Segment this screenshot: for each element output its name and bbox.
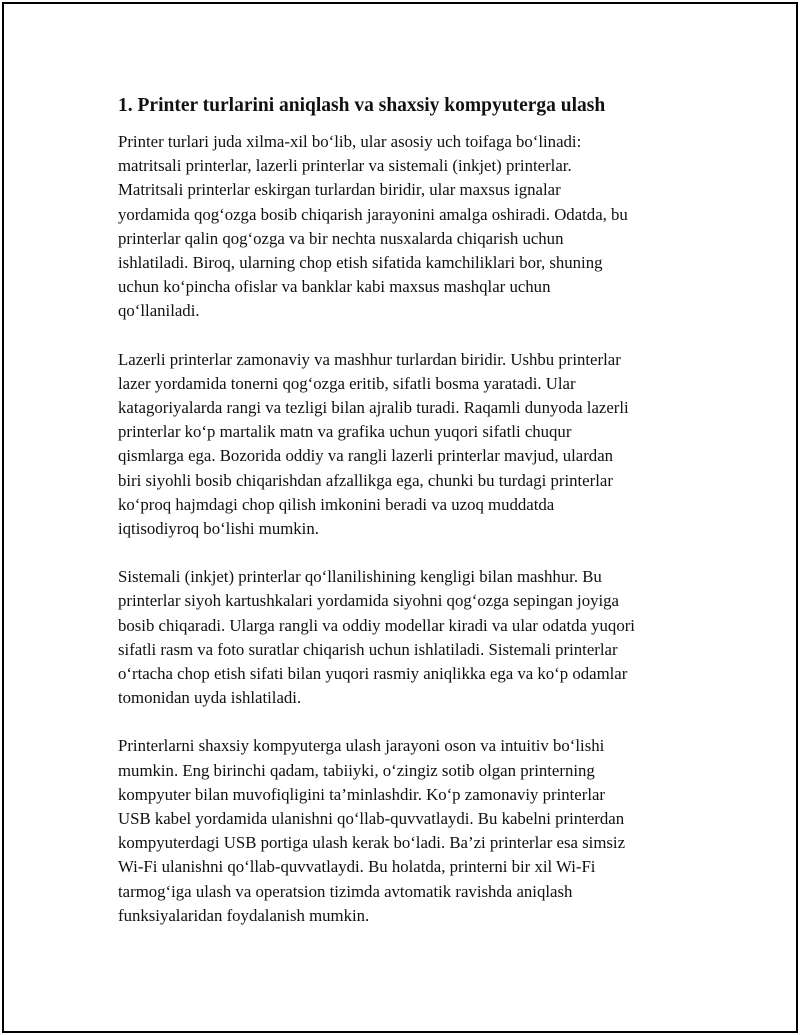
text-line: printerlar qalin qog‘ozga va bir nechta nusxalarda chiqarish uchun xyxy=(118,228,564,248)
text-line: mumkin. Eng birinchi qadam, tabiiyki, o‘zingiz sotib olgan printerning xyxy=(118,760,595,780)
text-line: matritsali printerlar, lazerli printerlar va sistemali (inkjet) printerlar. xyxy=(118,156,572,176)
paragraph-laser-printers xyxy=(118,348,678,542)
text-line: sifatli rasm va foto suratlar chiqarish uchun ishlatiladi. Sistemali printerlar xyxy=(118,639,618,659)
text-line: ishlatiladi. Biroq, ularning chop etish sifatida kamchiliklari bor, shuning xyxy=(118,253,603,273)
text-line: uchun ko‘pincha ofislar va banklar kabi maxsus mashqlar uchun xyxy=(118,277,551,297)
text-line: Sistemali (inkjet) printerlar qo‘llanilishining kengligi bilan mashhur. Bu xyxy=(118,567,602,587)
section-heading: 1. Printer turlarini aniqlash va shaxsiy kompyuterga ulash xyxy=(118,95,606,116)
text-line: katagoriyalarda rangi va tezligi bilan ajralib turadi. Raqamli dunyoda lazerli xyxy=(118,398,629,418)
text-line: kompyuter bilan muvofiqligini ta’minlashdir. Ko‘p zamonaviy printerlar xyxy=(118,784,606,804)
text-line: kompyuterdagi USB portiga ulash kerak bo‘ladi. Ba’zi printerlar esa simsiz xyxy=(118,833,626,853)
text-line: qismlarga ega. Bozorida oddiy va rangli lazerli printerlar mavjud, ulardan xyxy=(118,446,614,466)
text-line: Matritsali printerlar eskirgan turlardan biridir, ular maxsus ignalar xyxy=(118,180,561,200)
text-line: tomonidan uyda ishlatiladi. xyxy=(118,688,302,708)
text-line: printerlar siyoh kartushkalari yordamida siyohni qog‘ozga sepingan joyiga xyxy=(118,591,619,611)
text-line: lazer yordamida tonerni qog‘ozga eritib, sifatli bosma yaratadi. Ular xyxy=(118,373,576,393)
text-line: ko‘proq hajmdagi chop qilish imkonini beradi va uzoq muddatda xyxy=(118,494,555,514)
paragraph-printer-types xyxy=(118,130,678,324)
text-line: Lazerli printerlar zamonaviy va mashhur turlardan biridir. Ushbu printerlar xyxy=(118,349,621,369)
text-line: yordamida qog‘ozga bosib chiqarish jarayonini amalga oshiradi. Odatda, bu xyxy=(118,204,628,224)
text-line: Printer turlari juda xilma-xil bo‘lib, ular asosiy uch toifaga bo‘linadi: xyxy=(118,132,582,151)
paragraph-inkjet-printers xyxy=(118,565,678,710)
text-line: printerlar ko‘p martalik matn va grafika uchun yuqori sifatli chuqur xyxy=(118,422,572,442)
text-line: Wi-Fi ulanishni qo‘llab-quvvatlaydi. Bu holatda, printerni bir xil Wi-Fi xyxy=(118,857,596,877)
document-body xyxy=(118,92,678,928)
text-line: USB kabel yordamida ulanishni qo‘llab-quvvatlaydi. Bu kabelni printerdan xyxy=(118,809,625,829)
text-line: Printerlarni shaxsiy kompyuterga ulash jarayoni oson va intuitiv bo‘lishi xyxy=(118,736,605,756)
text-line: bosib chiqaradi. Ularga rangli va oddiy modellar kiradi va ular odatda yuqori xyxy=(118,615,635,635)
text-line: qo‘llaniladi. xyxy=(118,301,200,321)
text-line: funksiyalaridan foydalanish mumkin. xyxy=(118,905,370,925)
text-line: iqtisodiyroq bo‘lishi mumkin. xyxy=(118,519,319,539)
text-line: tarmog‘iga ulash va operatsion tizimda avtomatik ravishda aniqlash xyxy=(118,881,573,901)
text-line: o‘rtacha chop etish sifati bilan yuqori rasmiy aniqlikka ega va ko‘p odamlar xyxy=(118,664,628,684)
text-line: biri siyohli bosib chiqarishdan afzallikga ega, chunki bu turdagi printerlar xyxy=(118,470,613,490)
paragraph-connecting-printer xyxy=(118,734,678,928)
